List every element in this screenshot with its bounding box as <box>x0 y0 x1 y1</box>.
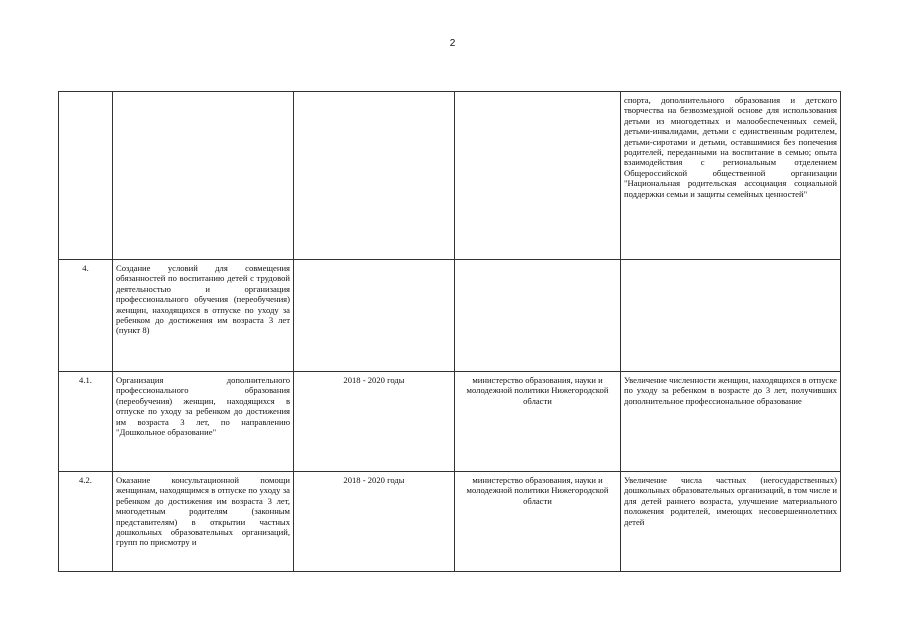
executor <box>455 260 621 372</box>
event-description: Оказание консультационной помощи женщинам, находящимся в отпуске по уходу за ребенком до достижения им возраста 3 лет, многодетным родителям (законным представителям) в открытии частных дошкольных образовательных организаций, групп по присмотру и <box>113 472 294 572</box>
table-row <box>59 260 841 372</box>
table-row <box>59 92 841 260</box>
executor: министерство образования, науки и молодежной политики Нижегородской области <box>455 372 621 472</box>
expected-result: Увеличение численности женщин, находящихся в отпуске по уходу за ребенком в возрасте до 3 лет, получивших дополнительное профессиональное образование <box>621 372 841 472</box>
executor: министерство образования, науки и молодежной политики Нижегородской области <box>455 472 621 572</box>
expected-result: Увеличение числа частных (негосударственных) дошкольных образовательных организаций, в том числе и для детей раннего возраста, улучшение материального положения родителей, имеющих несовершеннолетних детей <box>621 472 841 572</box>
expected-result: спорта, дополнительного образования и детского творчества на безвозмездной основе для использования детьми из многодетных и малообеспеченных семей, детьми-инвалидами, детьми с единственным родителем, детьми-сиротами и детьми, оставшимися без попечения родителей, переданными на воспитание в семью; опыта взаимодействия с региональным отделением Общероссийской общественной организации "Национальная родительская ассоциация социальной поддержки семьи и защиты семейных ценностей" <box>621 92 841 260</box>
action-plan-table <box>58 91 841 572</box>
event-description: Создание условий для совмещения обязанностей по воспитанию детей с трудовой деятельностью и организация профессионального обучения (переобучения) женщин, находящихся в отпуске по уходу за ребенком до достижения им возраста 3 лет (пункт 8) <box>113 260 294 372</box>
event-description <box>113 92 294 260</box>
item-number: 4.2. <box>59 472 113 572</box>
expected-result <box>621 260 841 372</box>
item-number: 4.1. <box>59 372 113 472</box>
page-number: 2 <box>449 38 456 49</box>
term <box>294 260 455 372</box>
executor <box>455 92 621 260</box>
item-number <box>59 92 113 260</box>
table-row <box>59 372 841 472</box>
table-row <box>59 472 841 572</box>
event-description: Организация дополнительного профессионального образования (переобучения) женщин, находящихся в отпуске по уходу за ребенком до достижения им возраста 3 лет, по направлению "Дошкольное образование" <box>113 372 294 472</box>
item-number: 4. <box>59 260 113 372</box>
term: 2018 - 2020 годы <box>294 472 455 572</box>
term <box>294 92 455 260</box>
term: 2018 - 2020 годы <box>294 372 455 472</box>
